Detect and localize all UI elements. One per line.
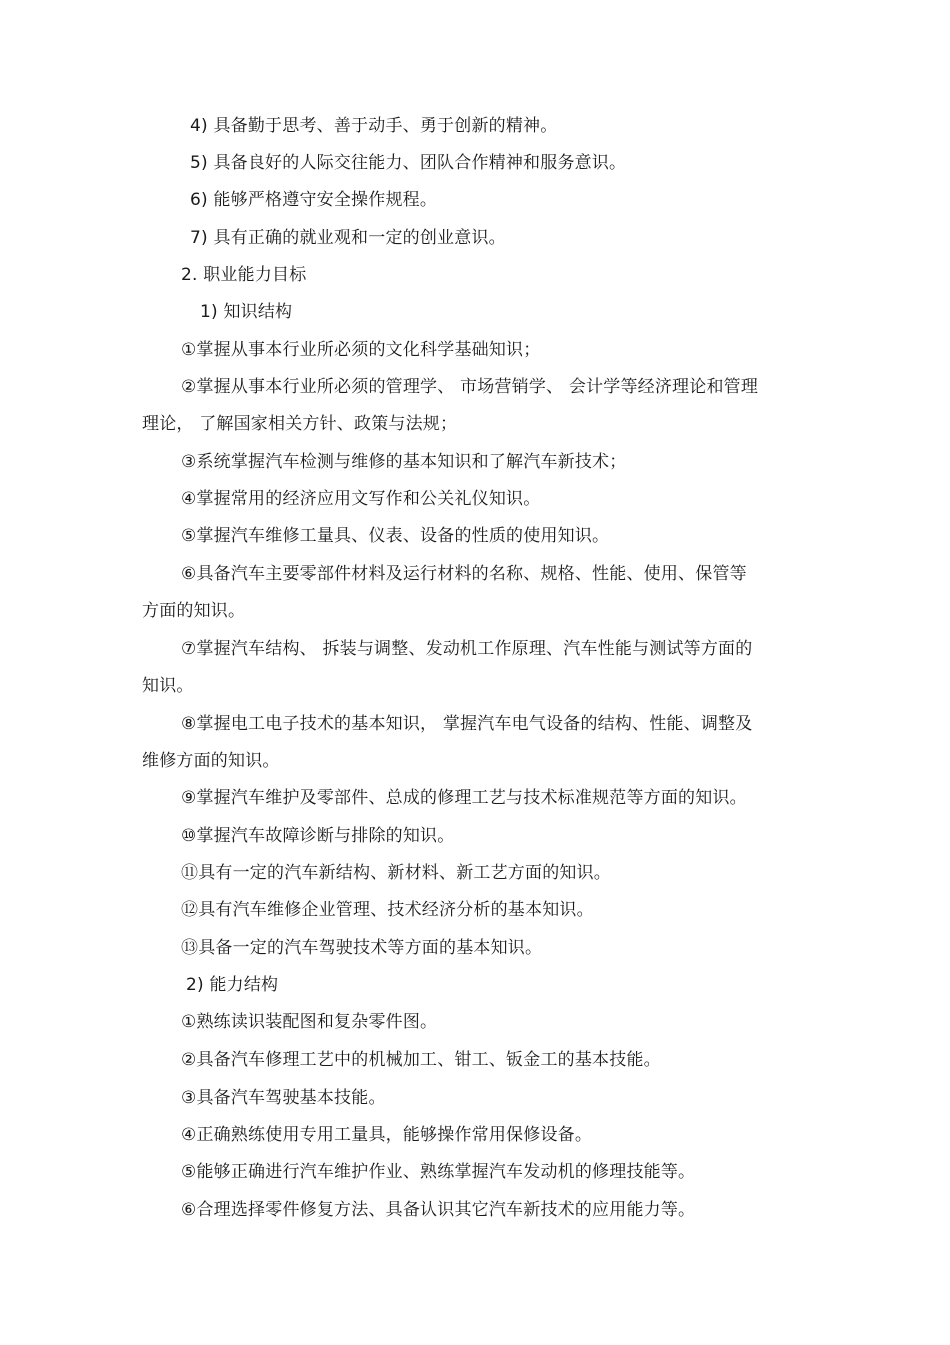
knowledge-item-6: ⑥具备汽车主要零部件材料及运行材料的名称、规格、性能、使用、保管等 xyxy=(181,564,747,584)
subsection-heading-ability: 2) 能力结构 xyxy=(186,975,279,995)
goal-item-7: 7) 具有正确的就业观和一定的创业意识。 xyxy=(190,228,506,248)
knowledge-item-8-continued: 维修方面的知识。 xyxy=(142,751,280,771)
ability-item-1: ①熟练读识装配图和复杂零件图。 xyxy=(181,1012,438,1032)
knowledge-item-8: ⑧掌握电工电子技术的基本知识， 掌握汽车电气设备的结构、性能、调整及 xyxy=(181,714,753,734)
knowledge-item-11: ⑪具有一定的汽车新结构、新材料、新工艺方面的知识。 xyxy=(181,863,611,883)
knowledge-item-5: ⑤掌握汽车维修工量具、仪表、设备的性质的使用知识。 xyxy=(181,526,610,546)
knowledge-item-2: ②掌握从事本行业所必须的管理学、 市场营销学、 会计学等经济理论和管理 xyxy=(181,377,759,397)
goal-item-6: 6) 能够严格遵守安全操作规程。 xyxy=(190,190,438,210)
goal-item-5: 5) 具备良好的人际交往能力、团队合作精神和服务意识。 xyxy=(190,153,627,173)
knowledge-item-13: ⑬具备一定的汽车驾驶技术等方面的基本知识。 xyxy=(181,938,543,958)
ability-item-5: ⑤能够正确进行汽车维护作业、熟练掌握汽车发动机的修理技能等。 xyxy=(181,1162,696,1182)
knowledge-item-2-continued: 理论， 了解国家相关方针、政策与法规； xyxy=(142,414,458,434)
ability-item-4: ④正确熟练使用专用工量具，能够操作常用保修设备。 xyxy=(181,1125,593,1145)
ability-item-2: ②具备汽车修理工艺中的机械加工、钳工、钣金工的基本技能。 xyxy=(181,1050,661,1070)
knowledge-item-6-continued: 方面的知识。 xyxy=(142,601,246,621)
ability-item-3: ③具备汽车驾驶基本技能。 xyxy=(181,1088,386,1108)
knowledge-item-12: ⑫具有汽车维修企业管理、技术经济分析的基本知识。 xyxy=(181,900,594,920)
ability-item-6: ⑥合理选择零件修复方法、具备认识其它汽车新技术的应用能力等。 xyxy=(181,1200,696,1220)
knowledge-item-10: ⑩掌握汽车故障诊断与排除的知识。 xyxy=(181,826,455,846)
knowledge-item-7-continued: 知识。 xyxy=(142,676,194,696)
knowledge-item-4: ④掌握常用的经济应用文写作和公关礼仪知识。 xyxy=(181,489,541,509)
goal-item-4: 4) 具备勤于思考、善于动手、勇于创新的精神。 xyxy=(190,116,558,136)
section-heading-career-ability: 2. 职业能力目标 xyxy=(181,265,307,285)
subsection-heading-knowledge: 1) 知识结构 xyxy=(200,302,293,322)
knowledge-item-3: ③系统掌握汽车检测与维修的基本知识和了解汽车新技术； xyxy=(181,452,627,472)
knowledge-item-9: ⑨掌握汽车维护及零部件、总成的修理工艺与技术标准规范等方面的知识。 xyxy=(181,788,747,808)
knowledge-item-7: ⑦掌握汽车结构、 拆装与调整、发动机工作原理、汽车性能与测试等方面的 xyxy=(181,639,753,659)
knowledge-item-1: ①掌握从事本行业所必须的文化科学基础知识； xyxy=(181,340,541,360)
